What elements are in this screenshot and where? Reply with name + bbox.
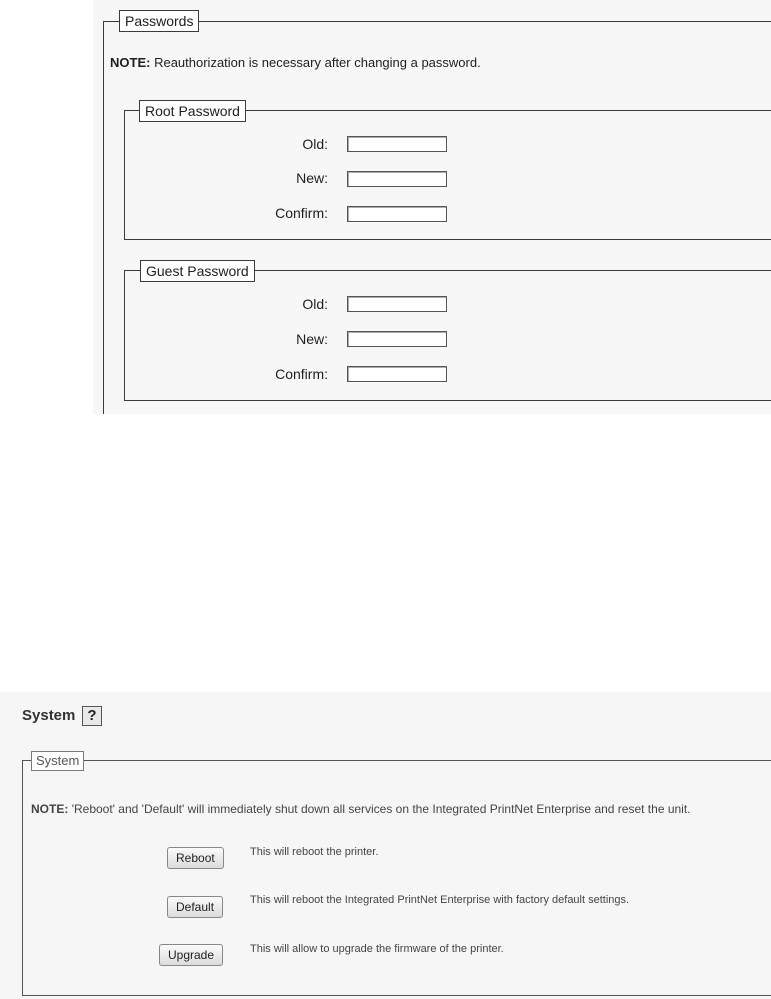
guest-fieldset-bottom-border [124,400,771,401]
guest-new-label: New: [296,331,328,347]
guest-password-legend: Guest Password [140,260,255,282]
guest-new-password-input[interactable] [347,331,447,347]
guest-old-label: Old: [302,296,328,312]
guest-old-password-input[interactable] [347,296,447,312]
passwords-fieldset-top-border [103,21,771,22]
system-note-text: 'Reboot' and 'Default' will immediately shut down all services on the Integrated PrintNet Enterprise and reset the unit. [71,802,691,816]
guest-confirm-label: Confirm: [275,366,328,382]
passwords-legend: Passwords [119,10,199,32]
passwords-note-text: Reauthorization is necessary after changing a password. [154,55,481,70]
system-legend: System [31,751,84,771]
help-icon[interactable]: ? [82,706,102,726]
passwords-fieldset-left-border [103,21,104,414]
root-old-label: Old: [302,136,328,152]
system-note-label: NOTE: [31,802,69,816]
passwords-panel [93,0,771,414]
root-confirm-password-input[interactable] [347,206,447,222]
system-fieldset-top-border [22,760,771,761]
root-fieldset-bottom-border [124,239,771,240]
root-new-password-input[interactable] [347,171,447,187]
default-button[interactable]: Default [167,896,223,918]
root-fieldset-left-border [124,110,125,240]
upgrade-button[interactable]: Upgrade [159,944,223,966]
guest-confirm-password-input[interactable] [347,366,447,382]
root-new-label: New: [296,170,328,186]
system-note [31,802,691,816]
system-page-title: System [22,707,76,724]
system-fieldset-bottom-border [22,995,771,996]
root-old-password-input[interactable] [347,136,447,152]
reboot-button[interactable]: Reboot [167,847,224,869]
passwords-note-label: NOTE: [110,55,151,70]
default-description: This will reboot the Integrated PrintNet Enterprise with factory default settings. [250,894,630,906]
root-confirm-label: Confirm: [275,205,328,221]
system-fieldset-left-border [22,760,23,996]
system-panel [0,692,771,999]
guest-fieldset-left-border [124,270,125,401]
upgrade-description: This will allow to upgrade the firmware of the printer. [250,943,504,955]
passwords-note [110,55,481,70]
reboot-description: This will reboot the printer. [250,846,379,858]
root-password-legend: Root Password [139,100,246,122]
